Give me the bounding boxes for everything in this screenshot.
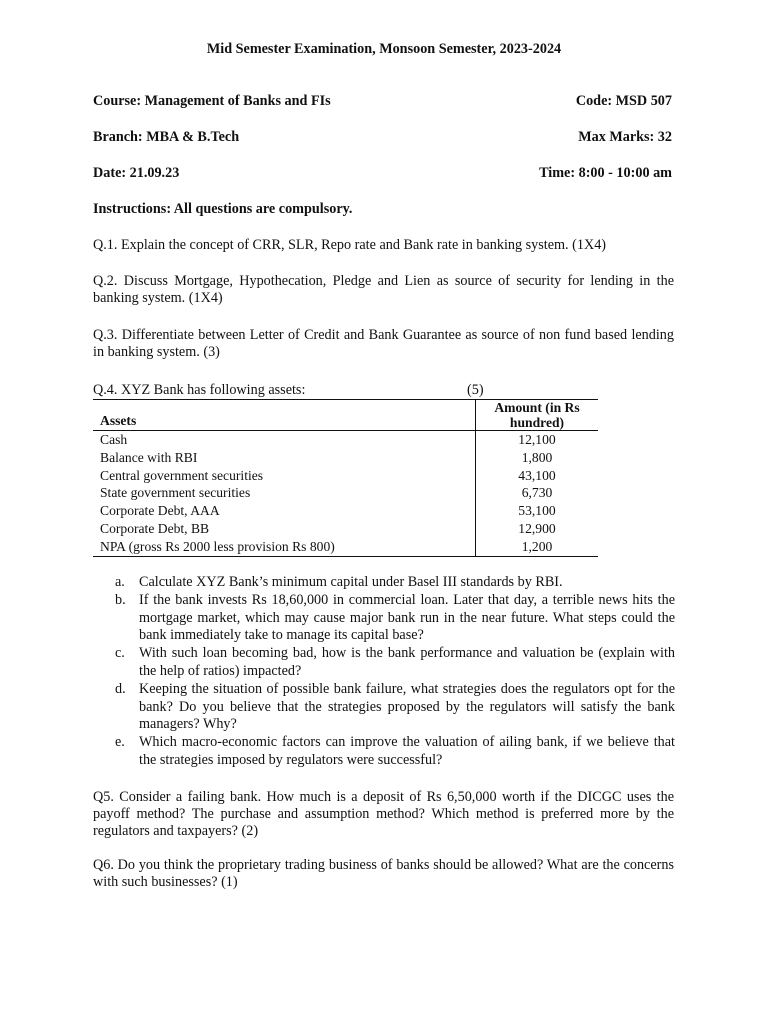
assets-column-header: Assets bbox=[93, 400, 476, 431]
list-item bbox=[115, 574, 675, 592]
subpart-text: Calculate XYZ Bank’s minimum capital under Basel III standards by RBI. bbox=[139, 574, 563, 590]
subpart-marker: e. bbox=[115, 734, 125, 751]
subpart-text: With such loan becoming bad, how is the bank performance and valuation be (explain with the help of ratios) impacted? bbox=[139, 645, 675, 679]
instructions: Instructions: All questions are compulsory. bbox=[93, 201, 353, 217]
question-4-line bbox=[93, 382, 598, 399]
question-4-subparts bbox=[115, 574, 675, 770]
amount-cell: 1,800 bbox=[476, 449, 599, 467]
max-marks: Max Marks: 32 bbox=[578, 129, 672, 145]
course-name: Course: Management of Banks and FIs bbox=[93, 93, 331, 109]
question-4-text: Q.4. XYZ Bank has following assets: bbox=[93, 382, 306, 398]
exam-title: Mid Semester Examination, Monsoon Semester, 2023-2024 bbox=[206, 41, 562, 57]
exam-date: Date: 21.09.23 bbox=[93, 165, 180, 181]
branch: Branch: MBA & B.Tech bbox=[93, 129, 240, 145]
asset-cell: Central government securities bbox=[100, 467, 264, 483]
assets-table bbox=[93, 399, 598, 557]
subpart-text: Keeping the situation of possible bank failure, what strategies does the regulators opt for the bank? Do you believe that the strategies proposed by the regulators will satisfy the bank managers? Why? bbox=[139, 680, 675, 733]
asset-cell: Cash bbox=[100, 432, 128, 447]
question-5: Q5. Consider a failing bank. How much is a deposit of Rs 6,50,000 worth if the DICGC uses the payoff method? The purchase and assumption method? Which method is preferred more by the regulators and taxpayers? (2) bbox=[93, 789, 674, 839]
amount-cell: 43,100 bbox=[476, 467, 599, 485]
table-row bbox=[93, 467, 598, 485]
amount-cell: 12,900 bbox=[476, 520, 599, 538]
question-6: Q6. Do you think the proprietary trading business of banks should be allowed? What are the concerns with such businesses? (1) bbox=[93, 857, 674, 890]
question-1: Q.1. Explain the concept of CRR, SLR, Repo rate and Bank rate in banking system. (1X4) bbox=[93, 237, 607, 253]
amount-cell: 1,200 bbox=[476, 538, 599, 556]
table-row bbox=[93, 431, 598, 449]
table-row bbox=[93, 502, 598, 520]
asset-cell: NPA (gross Rs 2000 less provision Rs 800) bbox=[93, 538, 476, 556]
list-item bbox=[115, 645, 675, 681]
assets-table-header-row bbox=[93, 400, 598, 431]
table-row bbox=[93, 484, 598, 502]
amount-column-header: Amount (in Rs hundred) bbox=[476, 400, 599, 431]
subpart-text: If the bank invests Rs 18,60,000 in commercial loan. Later that day, a terrible news hits the mortgage market, which may cause major bank run in the near future. What steps could the bank immediately take to manage its capital base? bbox=[139, 591, 675, 644]
asset-cell: State government securities bbox=[100, 485, 251, 501]
asset-cell: Corporate Debt, BB bbox=[100, 520, 210, 536]
table-row bbox=[93, 520, 598, 538]
subpart-marker: d. bbox=[115, 680, 126, 697]
subpart-marker: b. bbox=[115, 591, 126, 608]
subpart-text: Which macro-economic factors can improve the valuation of ailing bank, if we believe that the strategies imposed by regulators were successful? bbox=[139, 734, 675, 768]
amount-cell: 6,730 bbox=[476, 484, 599, 502]
question-4-marks: (5) bbox=[467, 382, 484, 398]
table-row bbox=[93, 538, 598, 556]
asset-cell: Corporate Debt, AAA bbox=[100, 503, 220, 519]
list-item bbox=[115, 734, 675, 770]
subpart-marker: a. bbox=[115, 574, 125, 590]
course-code: Code: MSD 507 bbox=[575, 93, 672, 109]
question-2: Q.2. Discuss Mortgage, Hypothecation, Pledge and Lien as source of security for lending in the banking system. (1X4) bbox=[93, 273, 674, 306]
list-item bbox=[115, 592, 675, 645]
subpart-marker: c. bbox=[115, 645, 125, 662]
asset-cell: Balance with RBI bbox=[100, 449, 198, 465]
amount-cell: 12,100 bbox=[476, 431, 599, 449]
amount-cell: 53,100 bbox=[476, 502, 599, 520]
question-3: Q.3. Differentiate between Letter of Credit and Bank Guarantee as source of non fund based lending in banking system. (3) bbox=[93, 327, 674, 360]
table-row bbox=[93, 449, 598, 467]
list-item bbox=[115, 681, 675, 734]
exam-time: Time: 8:00 - 10:00 am bbox=[539, 165, 672, 181]
